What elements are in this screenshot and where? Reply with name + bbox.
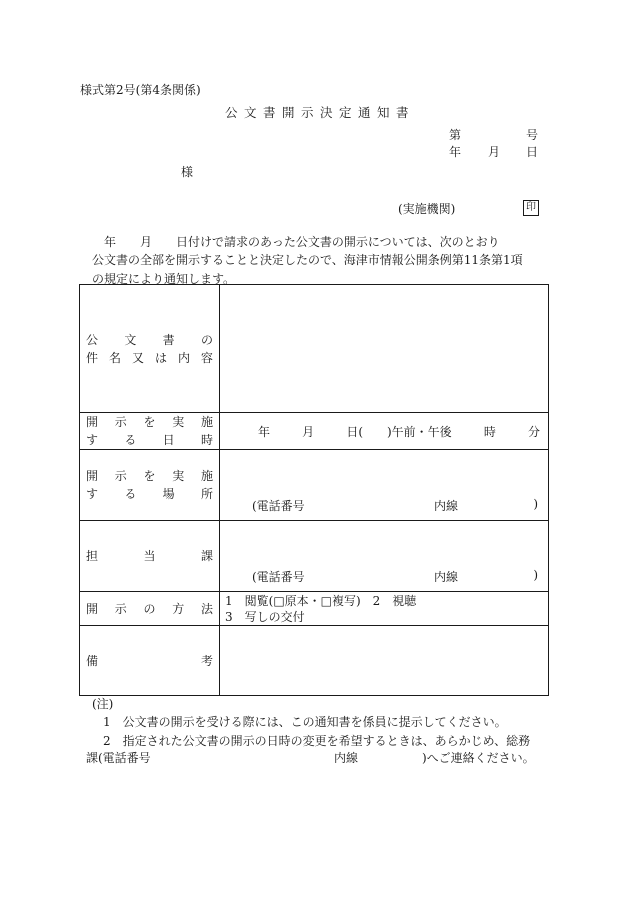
- label-disclosure-datetime: [80, 413, 220, 450]
- addressee-honorific: 様: [181, 165, 194, 179]
- row-document-name: [80, 285, 549, 413]
- label-line: [86, 331, 213, 349]
- label-char: 考: [200, 653, 213, 668]
- label-char: 開: [86, 601, 99, 616]
- label-char: 施: [200, 415, 213, 429]
- body-line: 公文書の全部を開示することと決定したので、海津市情報公開条例第11条第1項: [92, 253, 523, 268]
- row-method: [80, 592, 549, 626]
- label-remarks: [80, 626, 220, 696]
- label-char: す: [86, 433, 99, 447]
- row-remarks: [80, 626, 549, 696]
- phone-close-paren: ): [533, 497, 538, 511]
- label-line: [86, 600, 213, 618]
- label-char: 開: [86, 469, 99, 483]
- label-char: を: [143, 469, 156, 483]
- label-char: 件: [86, 350, 99, 365]
- form-number-label: 様式第2号(第4条関係): [80, 83, 201, 97]
- label-char: 場: [162, 487, 175, 501]
- label-char: は: [154, 350, 167, 365]
- label-char: 備: [86, 653, 99, 668]
- note-phone-label: 課(電話番号: [86, 751, 151, 765]
- label-char: 開: [86, 415, 99, 429]
- value-disclosure-datetime[interactable]: [220, 413, 549, 450]
- label-char: 内: [177, 350, 190, 365]
- label-char: 当: [143, 549, 156, 563]
- label-method: [80, 592, 220, 626]
- label-char: る: [124, 487, 137, 501]
- datetime-month: 月: [302, 424, 315, 439]
- label-disclosure-place: [80, 450, 220, 521]
- datetime-fields: [220, 423, 548, 440]
- label-char: 担: [86, 549, 99, 563]
- doc-number-prefix: 第: [449, 128, 462, 142]
- notes-heading: (注): [92, 697, 114, 711]
- row-disclosure-place: [80, 450, 549, 521]
- note-extension-label: 内線: [334, 751, 359, 765]
- extension-label: 内線: [434, 499, 459, 513]
- note-1: 1 公文書の開示を受ける際には、この通知書を係員に提示してください。: [103, 715, 507, 729]
- department-cell-inner: [220, 521, 548, 591]
- label-char: す: [86, 487, 99, 501]
- label-char: 法: [200, 601, 213, 616]
- label-char: 名: [108, 350, 121, 365]
- note-2: 2 指定された公文書の開示の日時の変更を希望するときは、あらかじめ、総務: [103, 734, 531, 748]
- row-disclosure-datetime: [80, 413, 549, 450]
- method-option-2: 3 写しの交付: [225, 609, 305, 624]
- body-line: の規定により通知します。: [92, 271, 236, 286]
- notice-form-table: [79, 284, 549, 696]
- label-char: 示: [114, 601, 127, 616]
- label-char: 所: [200, 487, 213, 501]
- notice-body: [92, 233, 557, 288]
- date-day-label: 日: [526, 145, 539, 159]
- label-char: の: [143, 601, 156, 616]
- implementing-agency-label: (実施機関): [398, 202, 456, 216]
- document-title: 公文書開示決定通知書: [224, 105, 415, 120]
- label-char: 実: [172, 415, 185, 429]
- department-phone-line: [252, 568, 538, 585]
- row-department: [80, 521, 549, 592]
- phone-close-paren: ): [533, 568, 538, 582]
- label-document-name: [80, 285, 220, 413]
- place-cell-inner: [220, 450, 548, 520]
- label-char: 又: [131, 350, 144, 365]
- extension-label: 内線: [434, 570, 459, 584]
- body-line: 年 月 日付けで請求のあった公文書の開示については、次のとおり: [92, 235, 500, 249]
- label-line: [86, 413, 213, 431]
- date-month-label: 月: [488, 145, 501, 159]
- datetime-hour: 時: [483, 424, 496, 439]
- label-char: 示: [114, 415, 127, 429]
- label-line: [86, 485, 213, 503]
- label-department: [80, 521, 220, 592]
- label-char: 課: [200, 549, 213, 563]
- datetime-day-ampm: 日( )午前・午後: [346, 424, 452, 439]
- doc-number-suffix: 号: [526, 128, 539, 142]
- phone-label: (電話番号: [252, 499, 305, 513]
- value-method[interactable]: [220, 592, 549, 626]
- label-line: [86, 431, 213, 449]
- label-char: る: [124, 433, 137, 447]
- label-char: 容: [200, 350, 213, 365]
- label-line: [86, 349, 213, 367]
- label-char: 時: [200, 433, 213, 447]
- label-line: [86, 547, 213, 565]
- label-char: 施: [200, 469, 213, 483]
- value-department[interactable]: [220, 521, 549, 592]
- label-char: を: [143, 415, 156, 429]
- method-option-1: 1 閲覧(□原本・□複写) 2 視聴: [225, 593, 417, 608]
- phone-label: (電話番号: [252, 570, 305, 584]
- datetime-year: 年: [258, 424, 271, 439]
- value-remarks[interactable]: [220, 626, 549, 696]
- label-char: 実: [172, 469, 185, 483]
- label-char: の: [200, 332, 213, 347]
- label-char: 文: [124, 332, 137, 347]
- datetime-minute: 分: [527, 424, 540, 439]
- place-phone-line: [252, 497, 538, 514]
- label-line: [86, 652, 213, 670]
- date-year-label: 年: [449, 145, 462, 159]
- label-char: 示: [114, 469, 127, 483]
- label-char: 方: [172, 601, 185, 616]
- seal-box: 印: [523, 200, 539, 216]
- label-char: 公: [86, 332, 99, 347]
- note-contact-text: )へご連絡ください。: [422, 751, 535, 765]
- label-line: [86, 467, 213, 485]
- label-char: 書: [162, 332, 175, 347]
- label-char: 日: [162, 433, 175, 447]
- value-document-name[interactable]: [220, 285, 549, 413]
- note-2-continued: [86, 752, 535, 764]
- value-disclosure-place[interactable]: [220, 450, 549, 521]
